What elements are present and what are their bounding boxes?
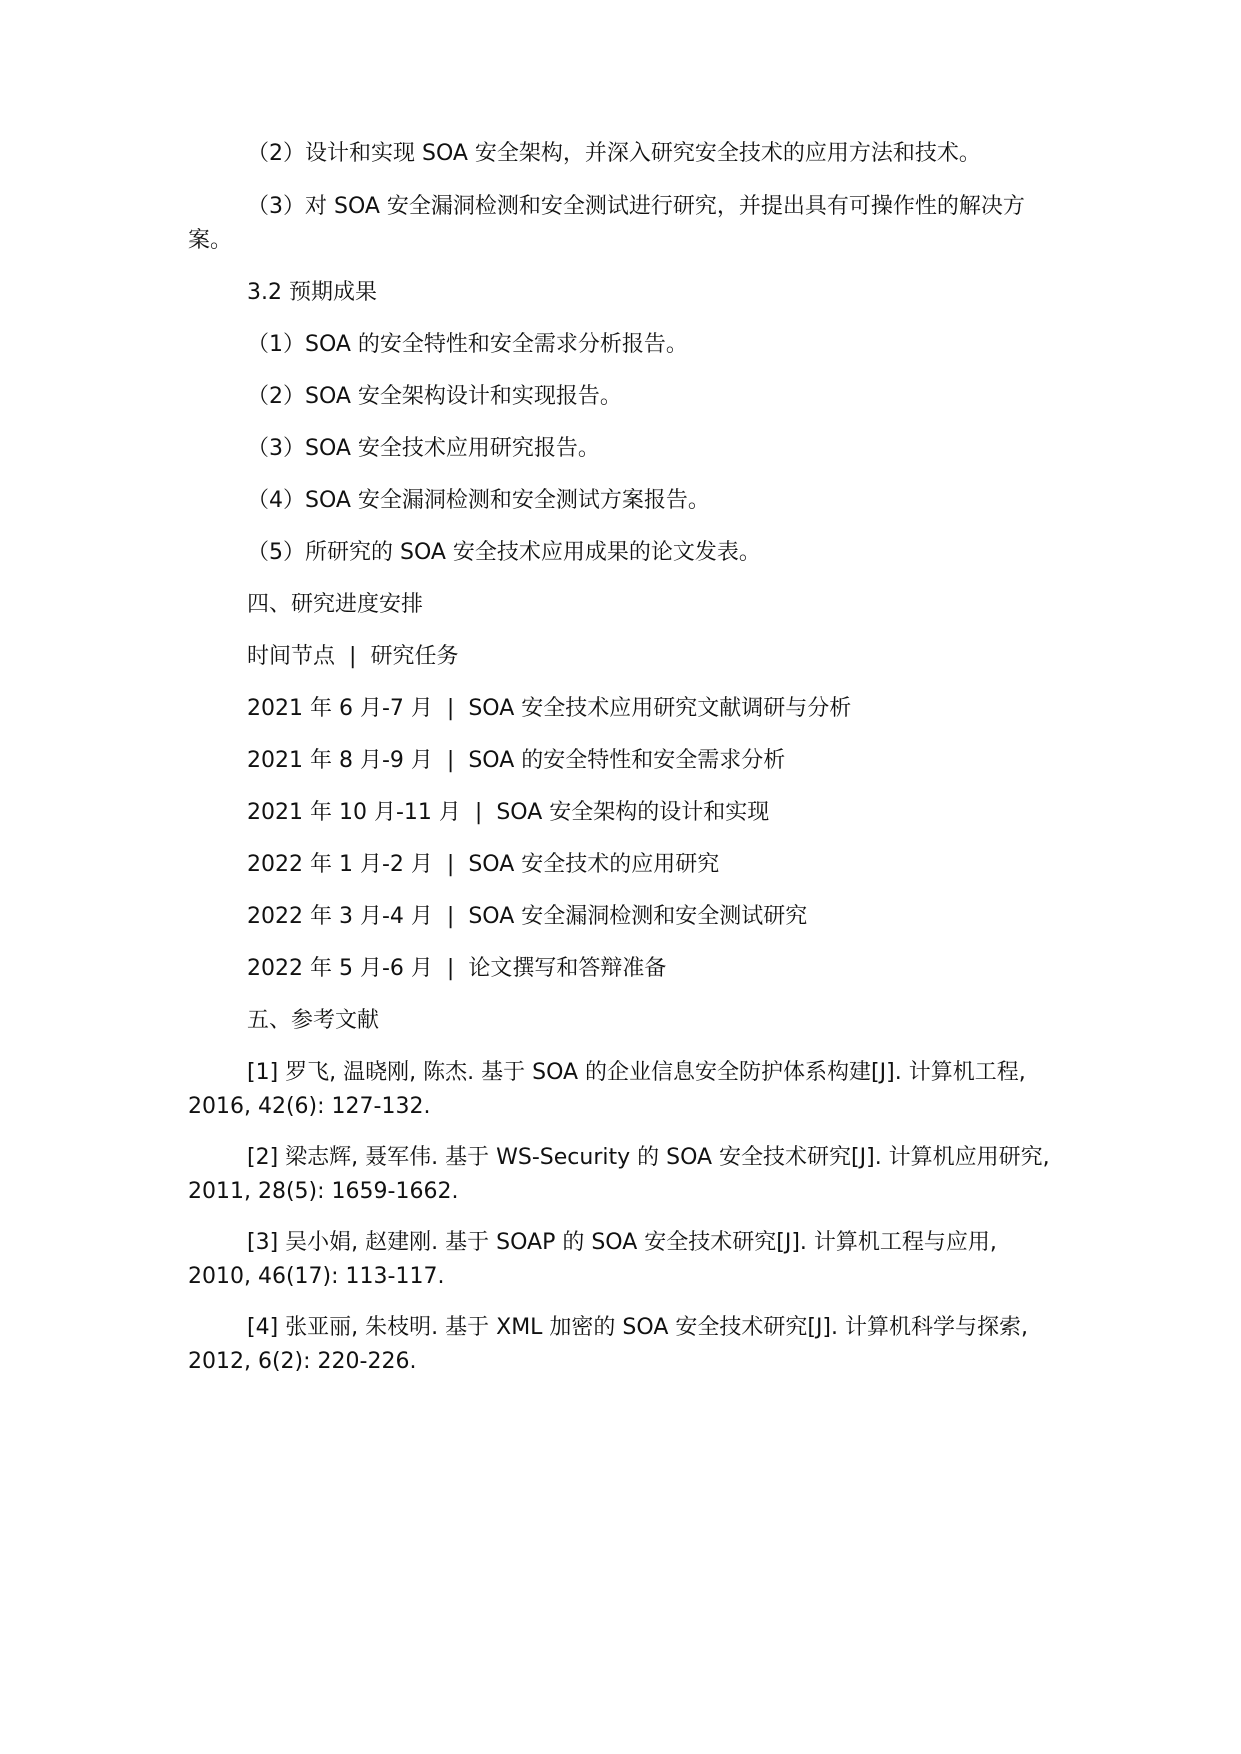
schedule-task: SOA 安全技术的应用研究: [468, 852, 720, 877]
column-separator: |: [446, 748, 455, 773]
schedule-row: [247, 798, 769, 828]
reference-item-line1: [3] 吴小娟, 赵建刚. 基于 SOAP 的 SOA 安全技术研究[J]. 计算机工程与应用,: [247, 1230, 997, 1255]
column-separator: |: [446, 852, 455, 877]
expected-result-item: （4）SOA 安全漏洞检测和安全测试方案报告。: [247, 488, 710, 513]
reference-item-line2: 2011, 28(5): 1659-1662.: [188, 1179, 459, 1204]
schedule-task: SOA 安全架构的设计和实现: [496, 800, 770, 825]
objective-item-3-line2: 案。: [188, 228, 233, 253]
section-heading-expected-results: 3.2 预期成果: [247, 280, 377, 305]
schedule-time: 2022 年 1 月-2 月: [247, 852, 433, 877]
reference-item-line2: 2016, 42(6): 127-132.: [188, 1094, 431, 1119]
objective-item-3-line1: （3）对 SOA 安全漏洞检测和安全测试进行研究，并提出具有可操作性的解决方: [247, 194, 1025, 219]
expected-result-item: （1）SOA 的安全特性和安全需求分析报告。: [247, 332, 688, 357]
schedule-task: 论文撰写和答辩准备: [468, 956, 667, 981]
reference-item-line1: [4] 张亚丽, 朱枝明. 基于 XML 加密的 SOA 安全技术研究[J]. 计算机科学与探索,: [247, 1315, 1028, 1340]
schedule-time: 2022 年 3 月-4 月: [247, 904, 433, 929]
schedule-header-time: 时间节点: [247, 644, 336, 669]
schedule-task: SOA 安全漏洞检测和安全测试研究: [468, 904, 808, 929]
schedule-row: [247, 850, 719, 880]
section-heading-schedule: 四、研究进度安排: [247, 592, 424, 617]
expected-result-item: （2）SOA 安全架构设计和实现报告。: [247, 384, 622, 409]
column-separator: |: [474, 800, 483, 825]
schedule-time: 2021 年 8 月-9 月: [247, 748, 433, 773]
column-separator: |: [446, 956, 455, 981]
objective-item-2: （2）设计和实现 SOA 安全架构，并深入研究安全技术的应用方法和技术。: [247, 141, 981, 166]
schedule-row: [247, 694, 851, 724]
section-heading-references: 五、参考文献: [247, 1008, 380, 1033]
schedule-task: SOA 安全技术应用研究文献调研与分析: [468, 696, 852, 721]
column-separator: |: [446, 904, 455, 929]
column-separator: |: [446, 696, 455, 721]
schedule-time: 2022 年 5 月-6 月: [247, 956, 433, 981]
schedule-row: [247, 746, 785, 776]
schedule-row: [247, 902, 807, 932]
schedule-row: [247, 954, 666, 984]
reference-item-line1: [2] 梁志辉, 聂军伟. 基于 WS-Security 的 SOA 安全技术研究[J]. 计算机应用研究,: [247, 1145, 1050, 1170]
schedule-time: 2021 年 10 月-11 月: [247, 800, 461, 825]
column-separator: |: [349, 644, 357, 669]
expected-result-item: （3）SOA 安全技术应用研究报告。: [247, 436, 600, 461]
reference-item-line1: [1] 罗飞, 温晓刚, 陈杰. 基于 SOA 的企业信息安全防护体系构建[J]. 计算机工程,: [247, 1060, 1026, 1085]
schedule-task: SOA 的安全特性和安全需求分析: [468, 748, 786, 773]
expected-result-item: （5）所研究的 SOA 安全技术应用成果的论文发表。: [247, 540, 761, 565]
schedule-header-task: 研究任务: [370, 644, 459, 669]
reference-item-line2: 2012, 6(2): 220-226.: [188, 1349, 417, 1374]
schedule-time: 2021 年 6 月-7 月: [247, 696, 433, 721]
schedule-header-row: [247, 642, 458, 672]
reference-item-line2: 2010, 46(17): 113-117.: [188, 1264, 445, 1289]
